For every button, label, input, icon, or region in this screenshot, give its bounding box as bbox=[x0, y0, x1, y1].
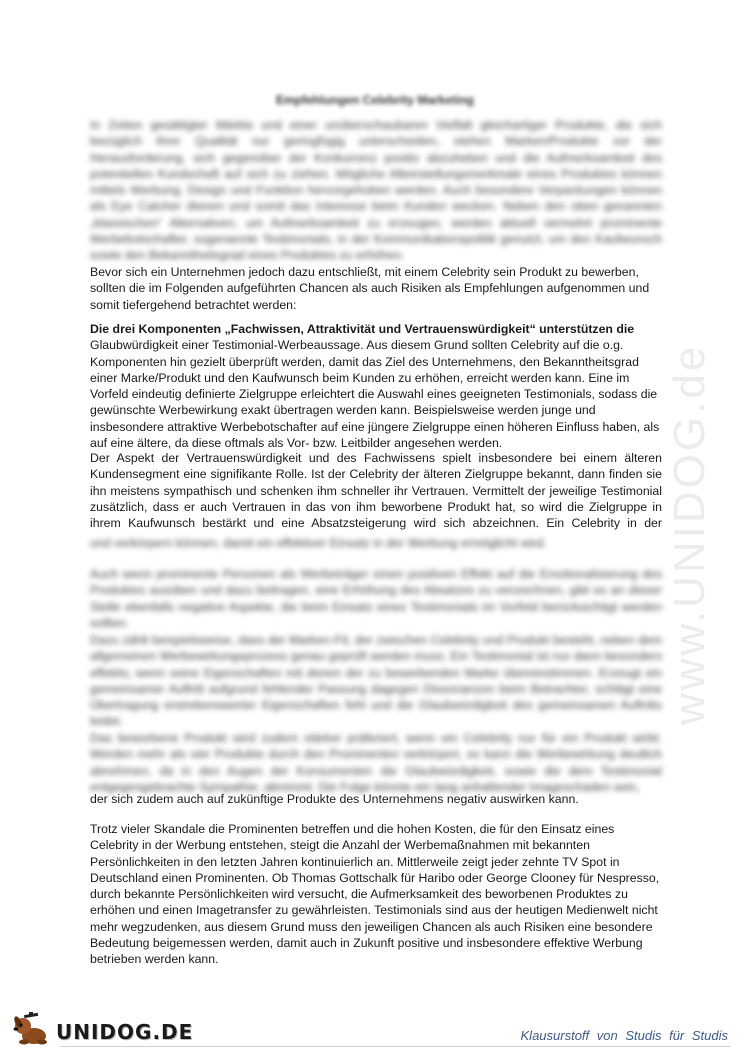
paragraph-5-blurred: Dazu zählt beispielsweise, dass der Marken-Fit, der zwischen Celebrity und Produkt besteht, neben dem allgemeinen Werbewirkungsprozess genau geprüft werden muss. Ein Testimonial ist nur dann besonders effektiv, wenn seine Eigenschaften mit denen der zu bewerbenden Marke übereinstimmen. Erzeugt ein gemeinsamer Auftritt aufgrund fehlender Passung dagegen Dissonanzen beim Betrachter, schlägt eine Übertragung erstrebenswerter Eigenschaften fehl und die Glaubwürdigkeit des gemeinsamen Auftritts leidet. bbox=[90, 633, 662, 729]
paragraph-2-text: Glaubwürdigkeit einer Testimonial-Werbeaussage. Aus diesem Grund sollten Celebrity auf die o.g. Komponenten hin gezielt überprüft werden, damit das Ziel des Unternehmens, den Bekanntheitsgrad einer Marke/Produkt und den Kaufwunsch beim Kunden zu erhöhen, erreicht werden kann. Eine im Vorfeld eindeutig definierte Zielgruppe erleichtert die Auswahl eines geeigneten Testimonials, sodass die gewünschte Werbewirkung exakt übertragen werden kann. Beispielsweise werden junge und insbesondere attraktive Werbebotschafter auf eine jüngere Zielgruppe einen höheren Einfluss haben, als auf eine ältere, da diese oftmals als Vor- bzw. Leitbilder angesehen werden. bbox=[90, 338, 660, 451]
footer-divider bbox=[60, 1046, 730, 1047]
intro-paragraph-blurred: In Zeiten gesättigter Märkte und einer unüberschaubaren Vielfalt gleichartiger Produkte, die sich bezüglich ihrer Qualität nur geringfügig unterscheiden, stehen Marken/Produkte vor der Herausforderung, sich gegenüber der Konkurrenz positiv abzuheben und die Aufmerksamkeit des potentiellen Kundschaft auf sich zu ziehen. Mögliche Alleinstellungsmerkmale eines Produktes können mittels Werbung, Design und Funktion hervorgehoben werden. Auch besondere Verpackungen können als Eye Catcher dienen und somit das Interesse beim Kunden wecken. Neben den oben genannten „klassischen“ Alternativen, um Aufmerksamkeit zu erzeugen, werden aktuell vermehrt prominente Werbebotschafter, sogenannte Testimonials, in der Kommunikationspolitik genutzt, um den Kaufwunsch sowie den Bekanntheitsgrad eines Produktes zu erhöhen. bbox=[90, 118, 662, 263]
paragraph-3-tail-blurred: und verkörpern können, damit ein effektiver Einsatz in der Werbung ermöglicht wird. bbox=[90, 536, 547, 550]
unidog-logo[interactable] bbox=[10, 1012, 193, 1046]
watermark-text: www.UNIDOG.de bbox=[665, 343, 714, 725]
paragraph-3: Der Aspekt der Vertrauenswürdigkeit und des Fachwissens spielt insbesondere bei einem älteren Kundensegment eine signifikante Rolle. Ist der Celebrity der älteren Zielgruppe bekannt, dann finden sie ihn meistens sympathisch und schenken ihm schneller ihr Vertrauen. Vermittelt der jeweilige Testimonial zusätzlich, dass er auch Vertrauen in das von ihm beworbene Produkt hat, so wird die Zielgruppe in ihrem Kaufwunsch bestärkt und eine Absatzsteigerung wird sich abzeichnen. Ein Celebrity in der bbox=[90, 451, 662, 531]
document-title: Empfehlungen Celebrity Marketing bbox=[275, 93, 475, 107]
paragraph-2 bbox=[90, 321, 662, 451]
paragraph-6-blurred: Das beworbene Produkt wird zudem stärker präferiert, wenn ein Celebrity nur für ein Produkt wirbt. Werden mehr als vier Produkte durch den Prominenten verkörpert, so kann die Werbewirkung deutlich abnehmen, da in den Augen der Konsumenten die Glaubwürdigkeit, sowie die dem Testimonial entgegengebrachte Sympathie, abnimmt. Die Folge könnte ein lang anhaltender Imageschaden sein, bbox=[90, 731, 662, 794]
footer-slogan: Klausurstoff von Studis für Studis bbox=[520, 1028, 728, 1043]
paragraph-1: Bevor sich ein Unternehmen jedoch dazu entschließt, mit einem Celebrity sein Produkt zu bewerben, sollten die im Folgenden aufgeführten Chancen als auch Risiken als Empfehlungen aufgenommen und somit tiefergehend betrachtet werden: bbox=[90, 265, 650, 312]
paragraph-2-bold: Die drei Komponenten „Fachwissen, Attraktivität und Vertrauenswürdigkeit“ unterstützen die bbox=[90, 322, 635, 336]
paragraph-4-blurred: Auch wenn prominente Personen als Werbeträger einen positiven Effekt auf die Emotionalisierung des Produktes ausüben und dazu beitragen, eine Erhöhung des Absatzes zu verzeichnen, gibt es an dieser Stelle ebenfalls negative Aspekte, die beim Einsatz eines Testimonials im Vorfeld berücksichtigt werden sollten. bbox=[90, 567, 662, 630]
paragraph-6-tail: der sich zudem auch auf zukünftige Produkte des Unternehmens negativ auswirken kann. bbox=[90, 792, 579, 806]
dog-mascot-icon bbox=[10, 1012, 54, 1046]
paragraph-7: Trotz vieler Skandale die Prominenten betreffen und die hohen Kosten, die für den Einsatz eines Celebrity in der Werbung entstehen, steigt die Anzahl der Werbemaßnahmen mit bekannten Persönlichkeiten in den letzten Jahren kontinuierlich an. Mittlerweile zeigt jeder zehnte TV Spot in Deutschland einen Prominenten. Ob Thomas Gottschalk für Haribo oder George Clooney für Nespresso, durch bekannte Persönlichkeiten wird versucht, die Aufmerksamkeit des beworbenen Produktes zu erhöhen und einen Imagetransfer zu gewährleisten. Testimonials sind aus der heutigen Medienwelt nicht mehr wegzudenken, aus diesem Grund muss den jeweiligen Chancen als auch Risiken eine besondere Bedeutung beigemessen werden, damit auch in Zukunft positive und insbesondere effektive Werbung betrieben werden kann. bbox=[90, 822, 660, 967]
logo-text: UNIDOG.DE bbox=[56, 1020, 194, 1044]
